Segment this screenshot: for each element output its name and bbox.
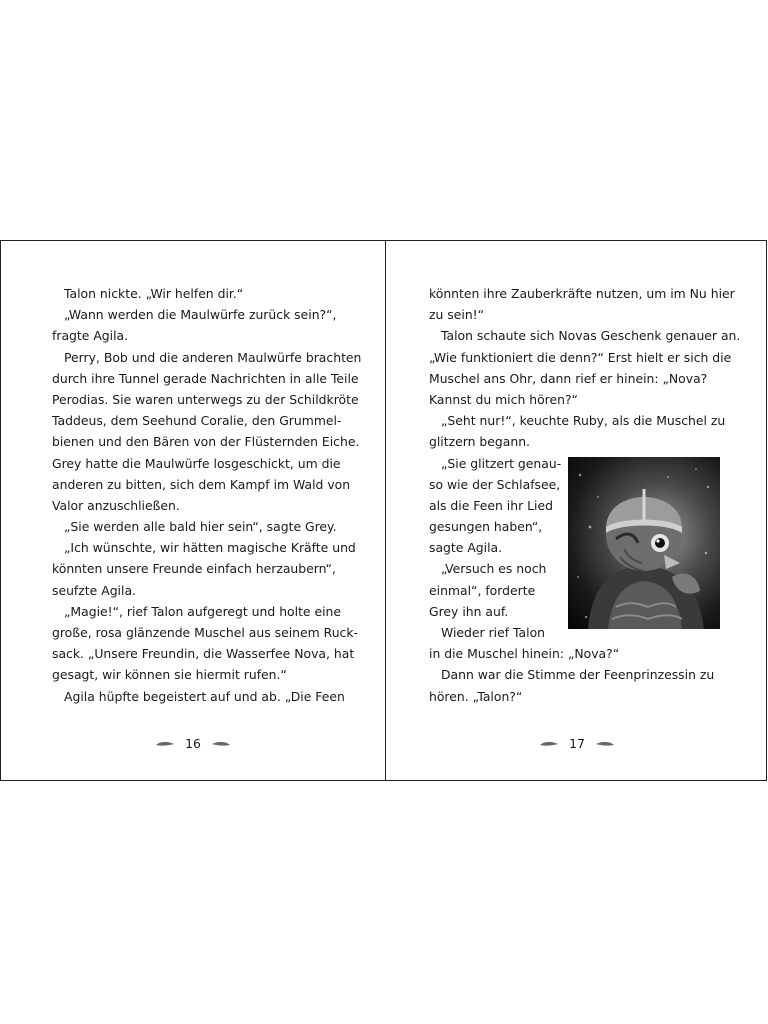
text-line: „Versuch es noch bbox=[441, 561, 547, 577]
text-line: Taddeus, dem Seehund Coralie, den Grummel- bbox=[52, 413, 342, 429]
text-line: fragte Agila. bbox=[52, 328, 129, 344]
text-line: Valor anzuschließen. bbox=[52, 497, 180, 513]
text-line: durch ihre Tunnel gerade Nachrichten in alle Teile bbox=[52, 370, 359, 386]
text-line: „Magie!“, rief Talon aufgeregt und holte eine bbox=[64, 603, 342, 619]
leaf-ornament-icon bbox=[155, 740, 175, 748]
text-line: sack. „Unsere Freundin, die Wasserfee Nova, hat bbox=[52, 646, 355, 662]
text-line: Agila hüpfte begeistert auf und ab. „Die Feen bbox=[64, 688, 345, 704]
text-line: große, rosa glänzende Muschel aus seinem Ruck- bbox=[52, 625, 359, 640]
page-number-right bbox=[386, 735, 768, 752]
text-line: als die Feen ihr Lied bbox=[429, 497, 553, 513]
text-line: Talon nickte. „Wir helfen dir.“ bbox=[64, 286, 244, 301]
text-line: Perry, Bob und die anderen Maulwürfe brachten bbox=[64, 349, 362, 365]
text-line: „Wann werden die Maulwürfe zurück sein?“, bbox=[64, 307, 337, 323]
text-line: Talon schaute sich Novas Geschenk genauer an. bbox=[441, 328, 741, 344]
text-line: gesungen haben“, bbox=[429, 519, 543, 535]
text-line: zu sein!“ bbox=[429, 307, 485, 323]
text-line: Perodias. Sie waren unterwegs zu der Schildkröte bbox=[52, 391, 359, 407]
page-number-left bbox=[1, 735, 385, 752]
page-number: 16 bbox=[185, 735, 201, 751]
text-line: sagte Agila. bbox=[429, 540, 503, 556]
owl-knight-illustration-svg bbox=[568, 457, 720, 629]
leaf-ornament-icon bbox=[595, 740, 615, 748]
text-line: Wieder rief Talon bbox=[441, 625, 546, 640]
left-page-text bbox=[52, 283, 362, 707]
left-page bbox=[1, 241, 385, 780]
text-line: „Seht nur!“, keuchte Ruby, als die Muschel zu bbox=[441, 413, 726, 429]
text-line: Kannst du mich hören?“ bbox=[429, 391, 578, 407]
text-line: gesagt, wir können sie hiermit rufen.“ bbox=[52, 667, 287, 683]
text-line: einmal“, forderte bbox=[429, 582, 536, 598]
text-line: könnten ihre Zauberkräfte nutzen, um im Nu hier bbox=[429, 286, 735, 301]
text-line: „Wie funktioniert die denn?“ Erst hielt er sich die bbox=[429, 349, 732, 365]
right-page bbox=[386, 241, 768, 780]
text-line: „Sie werden alle bald hier sein“, sagte Grey. bbox=[64, 519, 337, 535]
text-line: anderen zu bitten, sich dem Kampf im Wald von bbox=[52, 476, 351, 492]
leaf-ornament-icon bbox=[539, 740, 559, 748]
text-line: hören. „Talon?“ bbox=[429, 688, 523, 704]
owl-knight-with-helmet-illustration bbox=[568, 457, 720, 629]
text-line: in die Muschel hinein: „Nova?“ bbox=[429, 646, 620, 662]
text-line: bienen und den Bären von der Flüsternden Eiche. bbox=[52, 434, 360, 450]
text-line: „Sie glitzert genau- bbox=[441, 455, 562, 471]
text-line: glitzern begann. bbox=[429, 434, 530, 450]
page-number: 17 bbox=[569, 735, 585, 751]
text-line: Dann war die Stimme der Feenprinzessin zu bbox=[441, 667, 715, 683]
book-spread bbox=[0, 240, 767, 781]
text-line: „Ich wünschte, wir hätten magische Kräfte und bbox=[64, 540, 356, 556]
text-line: könnten unsere Freunde einfach herzaubern“, bbox=[52, 561, 336, 577]
text-line: Muschel ans Ohr, dann rief er hinein: „Nova? bbox=[429, 370, 708, 386]
leaf-ornament-icon bbox=[211, 740, 231, 748]
text-line: so wie der Schlafsee, bbox=[429, 476, 561, 492]
text-line: Grey ihn auf. bbox=[429, 603, 509, 619]
text-line: seufzte Agila. bbox=[52, 582, 136, 598]
text-line: Grey hatte die Maulwürfe losgeschickt, um die bbox=[52, 455, 341, 471]
